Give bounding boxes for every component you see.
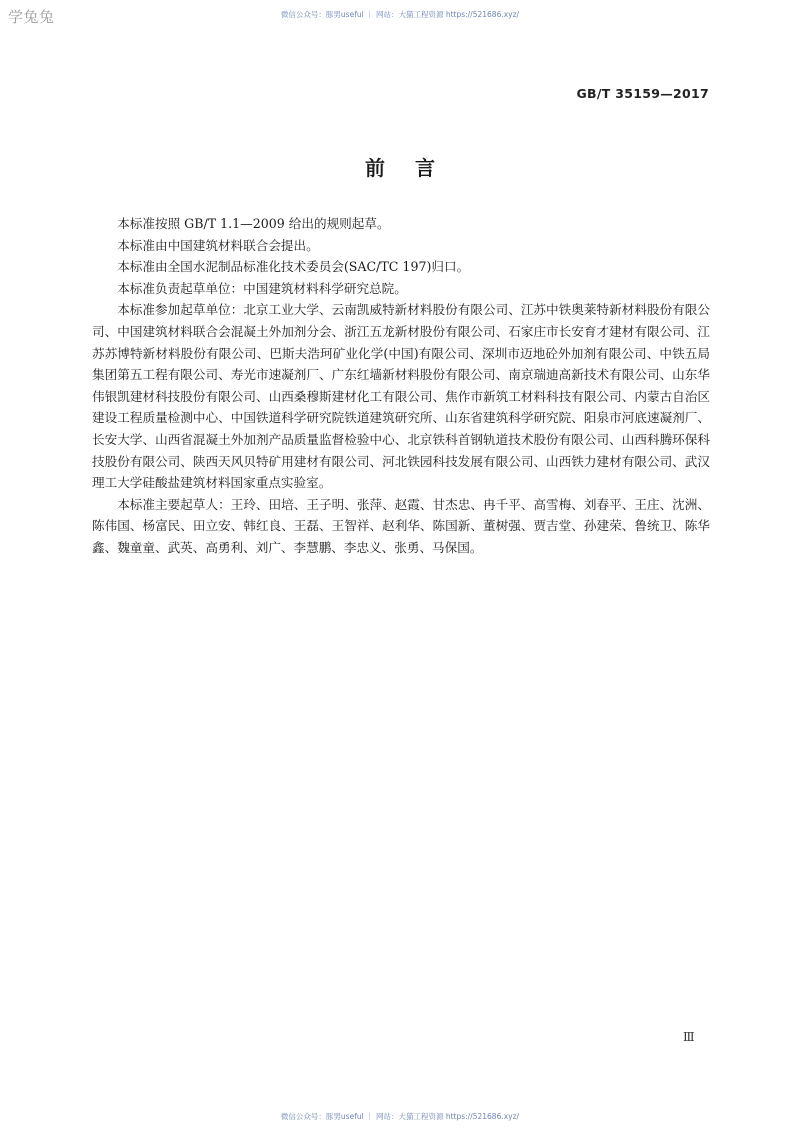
page-title: 前言 [365, 156, 465, 180]
paragraph-proposer: 本标准由中国建筑材料联合会提出。 [117, 237, 319, 253]
watermark-bottom: 微信公众号：豚男useful ｜ 网站：大猫工程资源 https://521686.xyz/ [280, 1112, 520, 1121]
paragraph-main-drafters: 本标准主要起草人：王玲、田培、王子明、张萍、赵霞、甘杰忠、冉千平、高雪梅、刘春平、王庄、沈洲、陈伟国、杨富民、田立安、韩红良、王磊、王智祥、赵利华、陈国新、董树强、贾吉堂、孙建荣、鲁统卫、陈华鑫、魏童童、武英、高勇利、刘广、李慧鹏、李忠义、张勇、马保国。 [92, 496, 710, 555]
paragraph-participating-units: 本标准参加起草单位：北京工业大学、云南凯威特新材料股份有限公司、江苏中铁奥莱特新材料股份有限公司、中国建筑材料联合会混凝土外加剂分会、浙江五龙新材股份有限公司、石家庄市长安育才建材有限公司、江苏苏博特新材料股份有限公司、巴斯夫浩珂矿业化学(中国)有限公司、深圳市迈地砼外加剂有限公司、中铁五局集团第五工程有限公司、寿光市速凝剂厂、广东红墙新材料股份有限公司、南京瑞迪高新技术有限公司、山东华伟银凯建材科技股份有限公司、山西桑穆斯建材化工有限公司、焦作市新筑工材料科技有限公司、内蒙古自治区建设工程质量检测中心、中国铁道科学研究院铁道建筑研究所、山东省建筑科学研究院、阳泉市河底速凝剂厂、长安大学、山西省混凝土外加剂产品质量监督检验中心、北京铁科首钢轨道技术股份有限公司、山西科腾环保科技股份有限公司、陕西天风贝特矿用建材有限公司、河北铁园科技发展有限公司、山西铁力建材有限公司、武汉理工大学硅酸盐建筑材料国家重点实验室。 [92, 302, 710, 491]
paragraph-lead-drafter: 本标准负责起草单位：中国建筑材料科学研究总院。 [117, 280, 407, 296]
paragraph-administrator: 本标准由全国水泥制品标准化技术委员会(SAC/TC 197)归口。 [117, 259, 470, 275]
page-number: Ⅲ [683, 1030, 695, 1044]
foreword-content [92, 213, 710, 559]
watermark-corner: 学兔兔 [8, 8, 55, 26]
paragraph-drafting-rules: 本标准按照 GB/T 1.1—2009 给出的规则起草。 [117, 216, 390, 231]
watermark-top: 微信公众号：豚男useful ｜ 网站：大猫工程资源 https://521686.xyz/ [280, 10, 520, 19]
standard-code: GB/T 35159—2017 [576, 86, 709, 101]
